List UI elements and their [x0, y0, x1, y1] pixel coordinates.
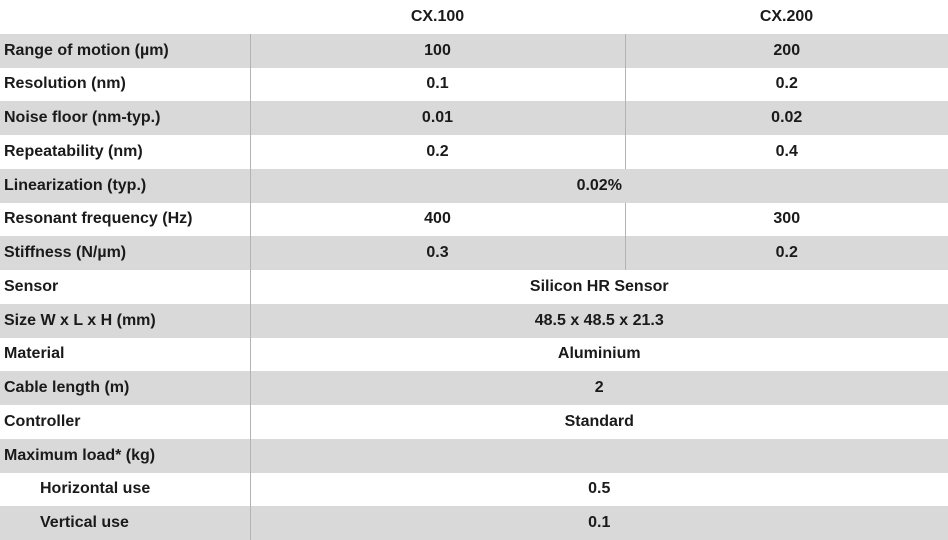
table-row — [0, 338, 948, 372]
cx200-value: 0.2 — [775, 75, 798, 93]
shared-value: 48.5 x 48.5 x 21.3 — [250, 304, 948, 338]
row-label: Controller — [0, 405, 250, 439]
table-row — [0, 506, 948, 540]
shared-value: Silicon HR Sensor — [529, 277, 669, 295]
header-label-cell — [0, 0, 250, 34]
row-label: Range of motion (µm) — [0, 34, 250, 68]
table-row — [0, 68, 948, 102]
cx200-value: 0.02 — [625, 101, 948, 135]
shared-value: 0.02% — [250, 169, 948, 203]
table-row — [0, 203, 948, 237]
cx200-value: 0.2 — [625, 236, 948, 270]
table-row — [0, 405, 948, 439]
row-label: Material — [0, 338, 250, 372]
table-row — [0, 135, 948, 169]
table-row — [0, 169, 948, 203]
cx100-value: 100 — [250, 34, 625, 68]
shared-value: 2 — [250, 371, 948, 405]
row-sublabel: Vertical use — [0, 506, 250, 540]
shared-value: 0.1 — [250, 506, 948, 540]
table-row — [0, 236, 948, 270]
cx100-value: 400 — [250, 203, 625, 237]
row-label: Stiffness (N/µm) — [0, 236, 250, 270]
cx200-value: 0.4 — [775, 142, 798, 160]
row-label: Repeatability (nm) — [0, 135, 250, 169]
row-label: Linearization (typ.) — [0, 169, 250, 203]
cx100-value: 0.1 — [250, 68, 625, 102]
shared-value: Standard — [564, 412, 634, 430]
row-label: Resolution (nm) — [0, 68, 250, 102]
row-label: Cable length (m) — [0, 371, 250, 405]
table-row — [0, 304, 948, 338]
shared-value: 0.5 — [588, 480, 611, 498]
row-label: Maximum load* (kg) — [0, 439, 250, 473]
cx100-value: 0.3 — [250, 236, 625, 270]
row-label: Size W x L x H (mm) — [0, 304, 250, 338]
table-row — [0, 473, 948, 507]
table-row — [0, 439, 948, 473]
shared-value: Aluminium — [557, 345, 641, 363]
row-sublabel: Horizontal use — [0, 473, 250, 507]
cx200-value: 300 — [773, 210, 801, 228]
cx100-value: 0.01 — [250, 101, 625, 135]
header-row — [0, 0, 948, 34]
row-label: Noise floor (nm-typ.) — [0, 101, 250, 135]
table-row — [0, 34, 948, 68]
row-label: Sensor — [0, 270, 250, 304]
row-label: Resonant frequency (Hz) — [0, 203, 250, 237]
cx200-value: 200 — [625, 34, 948, 68]
table-row — [0, 101, 948, 135]
table-row — [0, 270, 948, 304]
shared-value — [250, 439, 948, 473]
header-cx100: CX.100 — [410, 7, 465, 25]
header-cx200: CX.200 — [759, 7, 814, 25]
table-row — [0, 371, 948, 405]
cx100-value: 0.2 — [250, 135, 625, 169]
